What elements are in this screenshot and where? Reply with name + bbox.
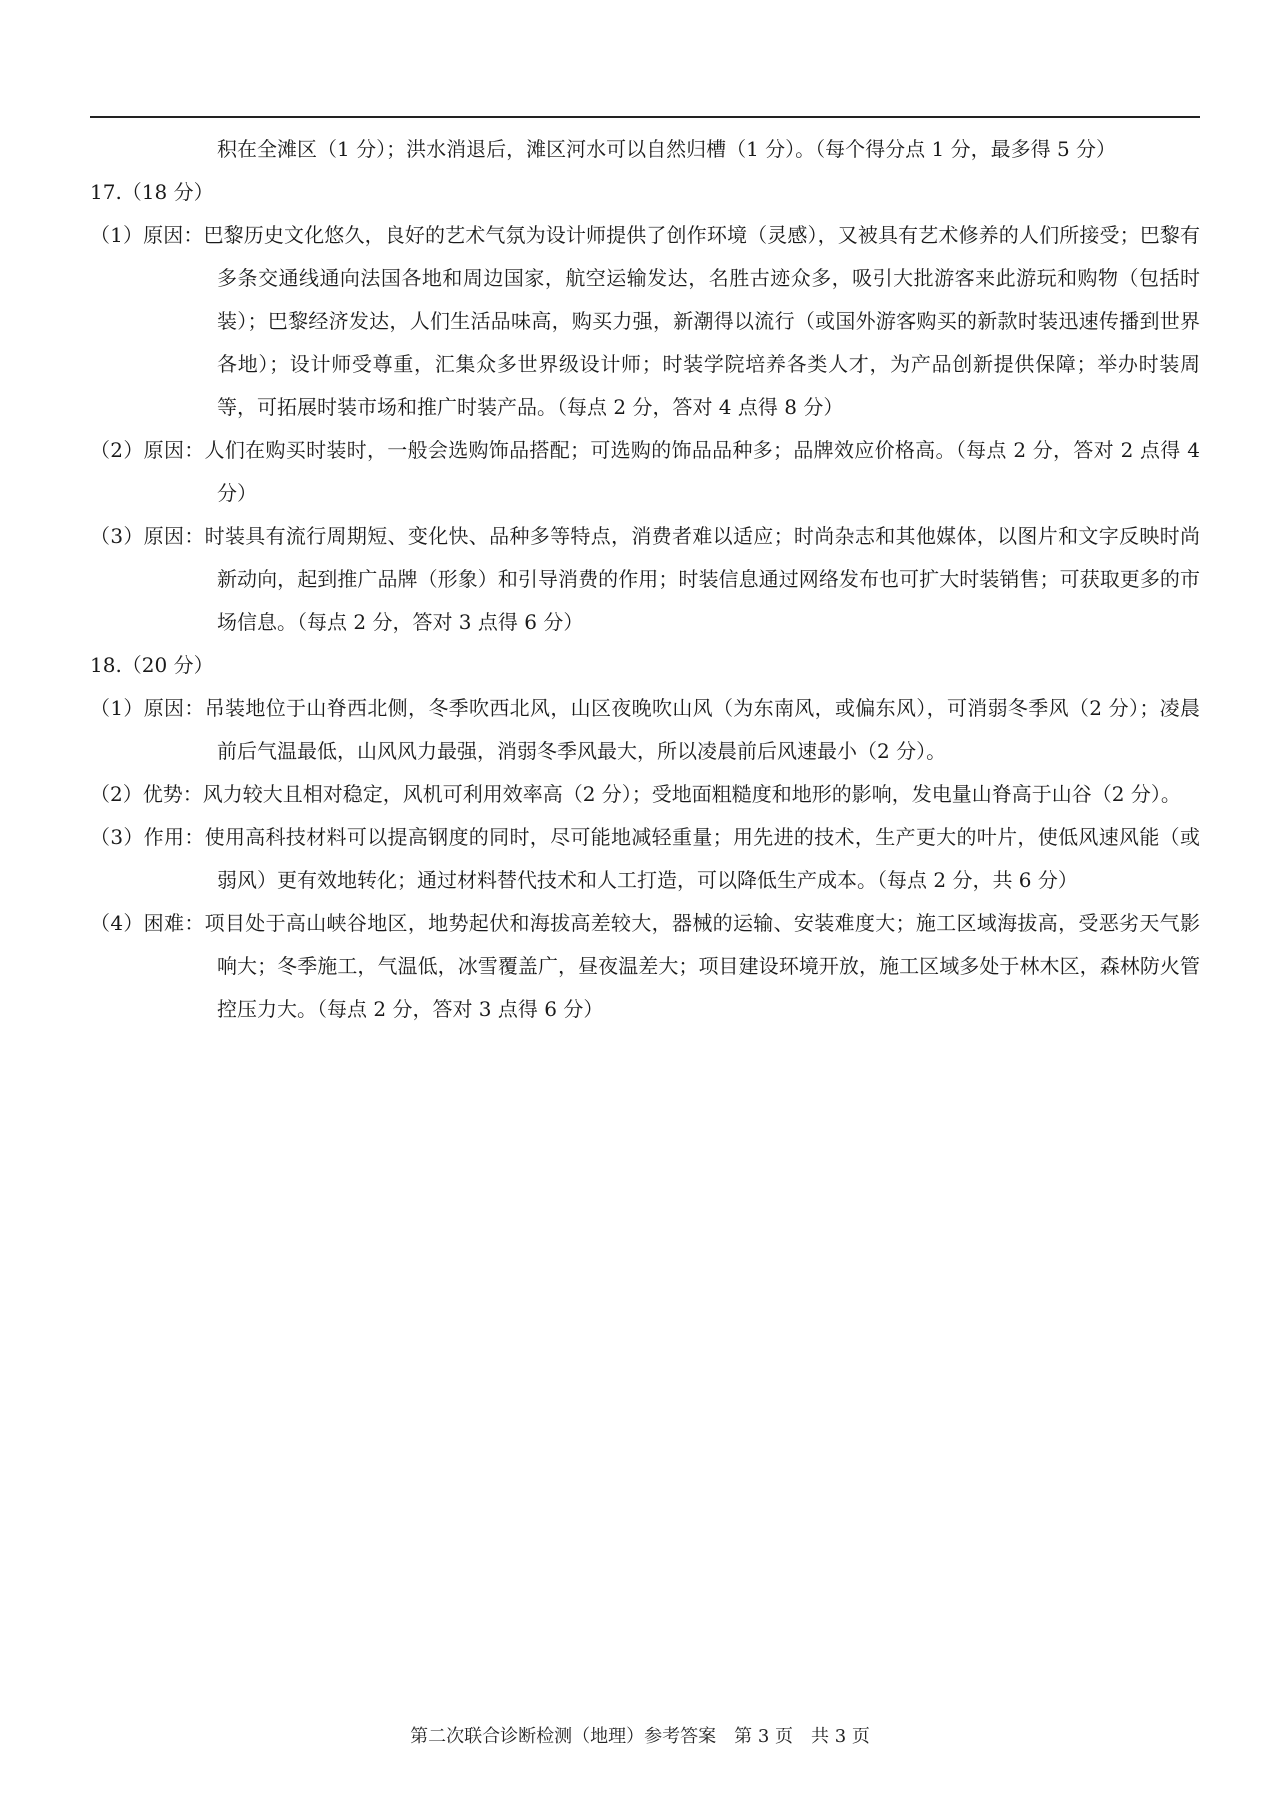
q18-answer-4: （4）困难：项目处于高山峡谷地区，地势起伏和海拔高差较大，器械的运输、安装难度大；施工区域海拔高，受恶劣天气影响大；冬季施工，气温低，冰雪覆盖广，昼夜温差大；项目建设环境开放，施工区域多处于林木区，森林防火管控压力大。（每点 2 分，答对 3 点得 6 分） [90,911,1200,1021]
header-rule [90,116,1200,118]
q17-header: 17.（18 分） [90,180,214,204]
q18-answer-1: （1）原因：吊装地位于山脊西北侧，冬季吹西北风，山区夜晚吹山风（为东南风，或偏东风），可消弱冬季风（2 分）；凌晨前后气温最低，山风风力最强，消弱冬季风最大，所以凌晨前后风速最小（2 分）。 [90,696,1200,763]
q17-answer-3: （3）原因：时装具有流行周期短、变化快、品种多等特点，消费者难以适应；时尚杂志和其他媒体，以图片和文字反映时尚新动向，起到推广品牌（形象）和引导消费的作用；时装信息通过网络发布也可扩大时装销售；可获取更多的市场信息。（每点 2 分，答对 3 点得 6 分） [90,524,1200,634]
q17-answer-1: （1）原因：巴黎历史文化悠久，良好的艺术气氛为设计师提供了创作环境（灵感），又被具有艺术修养的人们所接受；巴黎有多条交通线通向法国各地和周边国家，航空运输发达，名胜古迹众多，吸引大批游客来此游玩和购物（包括时装）；巴黎经济发达，人们生活品味高，购买力强，新潮得以流行（或国外游客购买的新款时装迅速传播到世界各地）；设计师受尊重，汇集众多世界级设计师；时装学院培养各类人才，为产品创新提供保障；举办时装周等，可拓展时装市场和推广时装产品。（每点 2 分，答对 4 点得 8 分） [90,223,1200,419]
page-footer: 第二次联合诊断检测（地理）参考答案 第 3 页 共 3 页 [410,1726,870,1747]
q18-answer-2: （2）优势：风力较大且相对稳定，风机可利用效率高（2 分）；受地面粗糙度和地形的影响，发电量山脊高于山谷（2 分）。 [90,782,1181,806]
q16-continuation: 积在全滩区（1 分）；洪水消退后，滩区河水可以自然归槽（1 分）。（每个得分点 1 分，最多得 5 分） [217,137,1117,161]
q17-answer-2: （2）原因：人们在购买时装时，一般会选购饰品搭配；可选购的饰品品种多；品牌效应价格高。（每点 2 分，答对 2 点得 4 分） [90,438,1200,505]
answer-content [90,128,1200,1031]
q18-header: 18.（20 分） [90,653,214,677]
q18-answer-3: （3）作用：使用高科技材料可以提高钢度的同时，尽可能地减轻重量；用先进的技术，生产更大的叶片，使低风速风能（或弱风）更有效地转化；通过材料替代技术和人工打造，可以降低生产成本。（每点 2 分，共 6 分） [90,825,1200,892]
